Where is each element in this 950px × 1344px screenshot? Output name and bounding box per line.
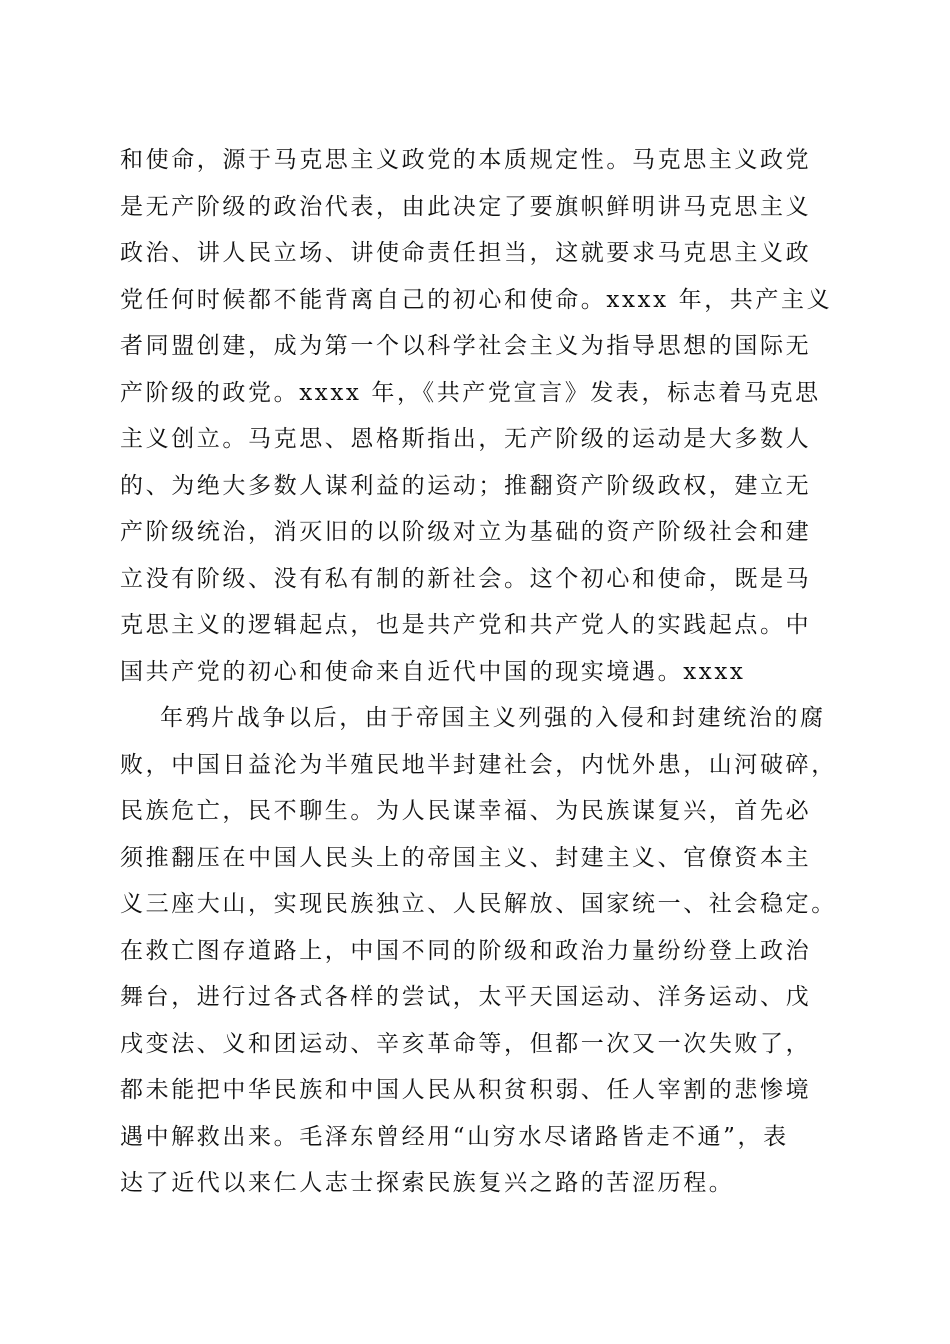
- text-line: 克思主义的逻辑起点，也是共产党和共产党人的实践起点。中: [120, 612, 812, 638]
- text-line: 国共产党的初心和使命来自近代中国的现实境遇。xxxx: [120, 658, 746, 685]
- text-line: 民族危亡，民不聊生。为人民谋幸福、为民族谋复兴，首先必: [120, 798, 812, 824]
- text-line: 产阶级统治，消灭旧的以阶级对立为基础的资产阶级社会和建: [120, 519, 812, 545]
- text-line: 的、为绝大多数人谋利益的运动；推翻资产阶级政权，建立无: [120, 472, 812, 499]
- text-line: 都未能把中华民族和中国人民从积贫积弱、任人宰割的悲惨境: [120, 1077, 812, 1103]
- paragraph-first-line: 年鸦片战争以后，由于帝国主义列强的入侵和封建统治的腐: [160, 705, 826, 731]
- text-line: 戌变法、义和团运动、辛亥革命等，但都一次又一次失败了，: [120, 1030, 812, 1057]
- text-line: 败，中国日益沦为半殖民地半封建社会，内忧外患，山河破碎，: [120, 751, 837, 778]
- text-line: 舞台，进行过各式各样的尝试，太平天国运动、洋务运动、戊: [120, 984, 812, 1010]
- text-line: 须推翻压在中国人民头上的帝国主义、封建主义、官僚资本主: [120, 844, 812, 871]
- text-line: 党任何时候都不能背离自己的初心和使命。xxxx 年，共产主义: [120, 286, 833, 313]
- body-text: [120, 137, 840, 1207]
- text-line: 在救亡图存道路上，中国不同的阶级和政治力量纷纷登上政治: [120, 937, 812, 964]
- text-line: 遇中解救出来。毛泽东曾经用“山穷水尽诸路皆走不通”，表: [120, 1123, 789, 1150]
- text-line: 立没有阶级、没有私有制的新社会。这个初心和使命，既是马: [120, 565, 812, 592]
- text-line: 政治、讲人民立场、讲使命责任担当，这就要求马克思主义政: [120, 240, 812, 266]
- text-line: 是无产阶级的政治代表，由此决定了要旗帜鲜明讲马克思主义: [120, 193, 812, 220]
- text-line: 义三座大山，实现民族独立、人民解放、国家统一、社会稳定。: [120, 891, 837, 917]
- text-line: 主义创立。马克思、恩格斯指出，无产阶级的运动是大多数人: [120, 426, 812, 452]
- text-line: 产阶级的政党。xxxx 年，《共产党宣言》发表，标志着马克思: [120, 379, 821, 406]
- text-line: 者同盟创建，成为第一个以科学社会主义为指导思想的国际无: [120, 333, 812, 359]
- text-line: 和使命，源于马克思主义政党的本质规定性。马克思主义政党: [120, 147, 812, 173]
- text-line: 达了近代以来仁人志士探索民族复兴之路的苦涩历程。: [120, 1170, 735, 1196]
